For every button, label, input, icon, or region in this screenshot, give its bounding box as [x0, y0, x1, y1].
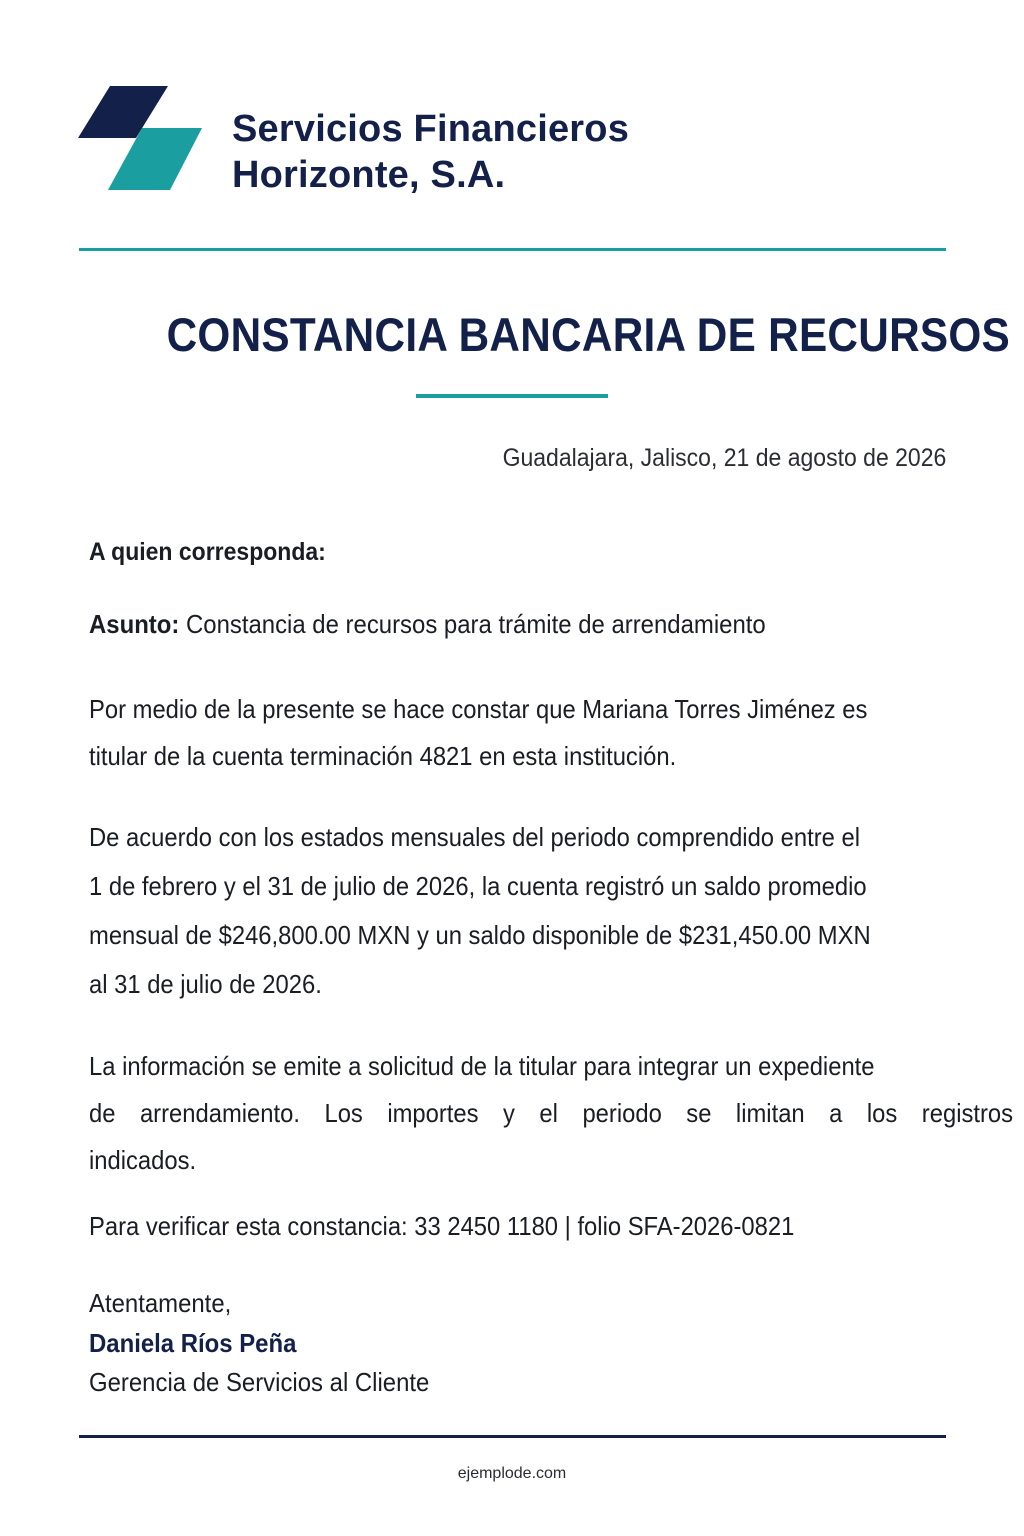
word: periodo [582, 1098, 662, 1128]
document-title: CONSTANCIA BANCARIA DE RECURSOS [166, 308, 1011, 361]
paragraph-holder-account [89, 686, 931, 780]
paragraph-line: Por medio de la presente se hace constar que Mariana Torres Jiménez es [89, 694, 868, 724]
word: Los [324, 1098, 363, 1128]
verification-line: Para verificar esta constancia: 33 2450 1180 | folio SFA-2026-0821 [89, 1211, 795, 1241]
paragraph-line: La información se emite a solicitud de la titular para integrar un expediente [89, 1051, 875, 1081]
paragraph-line: 1 de febrero y el 31 de julio de 2026, la cuenta registró un saldo promedio [89, 871, 867, 901]
company-name-line1: Servicios Financieros [232, 108, 630, 150]
word: el [539, 1098, 558, 1128]
paragraph-line-justified [89, 1090, 1013, 1137]
signer-role: Gerencia de Servicios al Cliente [89, 1367, 430, 1397]
subject-line [89, 608, 766, 640]
footer-site: ejemplode.com [457, 1465, 567, 1482]
word: importes [387, 1098, 479, 1128]
word: y [503, 1098, 515, 1128]
paragraph-balances [89, 813, 931, 1009]
word: de [89, 1098, 116, 1128]
word: a [829, 1098, 843, 1128]
title-underline [416, 394, 608, 398]
word: los [866, 1098, 898, 1128]
header-divider [79, 248, 946, 251]
word: arrendamiento. [139, 1098, 300, 1128]
paragraph-line: De acuerdo con los estados mensuales del periodo comprendido entre el [89, 822, 861, 852]
paragraph-purpose [89, 1043, 1014, 1184]
place-and-date: Guadalajara, Jalisco, 21 de agosto de 2026 [502, 444, 946, 472]
company-name [232, 106, 629, 198]
subject-text: Constancia de recursos para trámite de arrendamiento [179, 609, 766, 639]
paragraph-line: titular de la cuenta terminación 4821 en esta institución. [89, 741, 677, 771]
word: registros [921, 1098, 1014, 1128]
word: se [686, 1098, 712, 1128]
footer-divider [79, 1435, 946, 1438]
closing: Atentamente, [89, 1288, 232, 1318]
company-name-line2: Horizonte, S.A. [232, 154, 506, 196]
paragraph-line: al 31 de julio de 2026. [89, 969, 322, 999]
greeting: A quien corresponda: [89, 538, 326, 566]
company-logo-icon [78, 86, 202, 190]
subject-label: Asunto: [89, 609, 180, 639]
paragraph-line: mensual de $246,800.00 MXN y un saldo disponible de $231,450.00 MXN [89, 920, 871, 950]
signer-name: Daniela Ríos Peña [89, 1328, 297, 1358]
paragraph-line: indicados. [89, 1145, 197, 1175]
word: limitan [735, 1098, 805, 1128]
